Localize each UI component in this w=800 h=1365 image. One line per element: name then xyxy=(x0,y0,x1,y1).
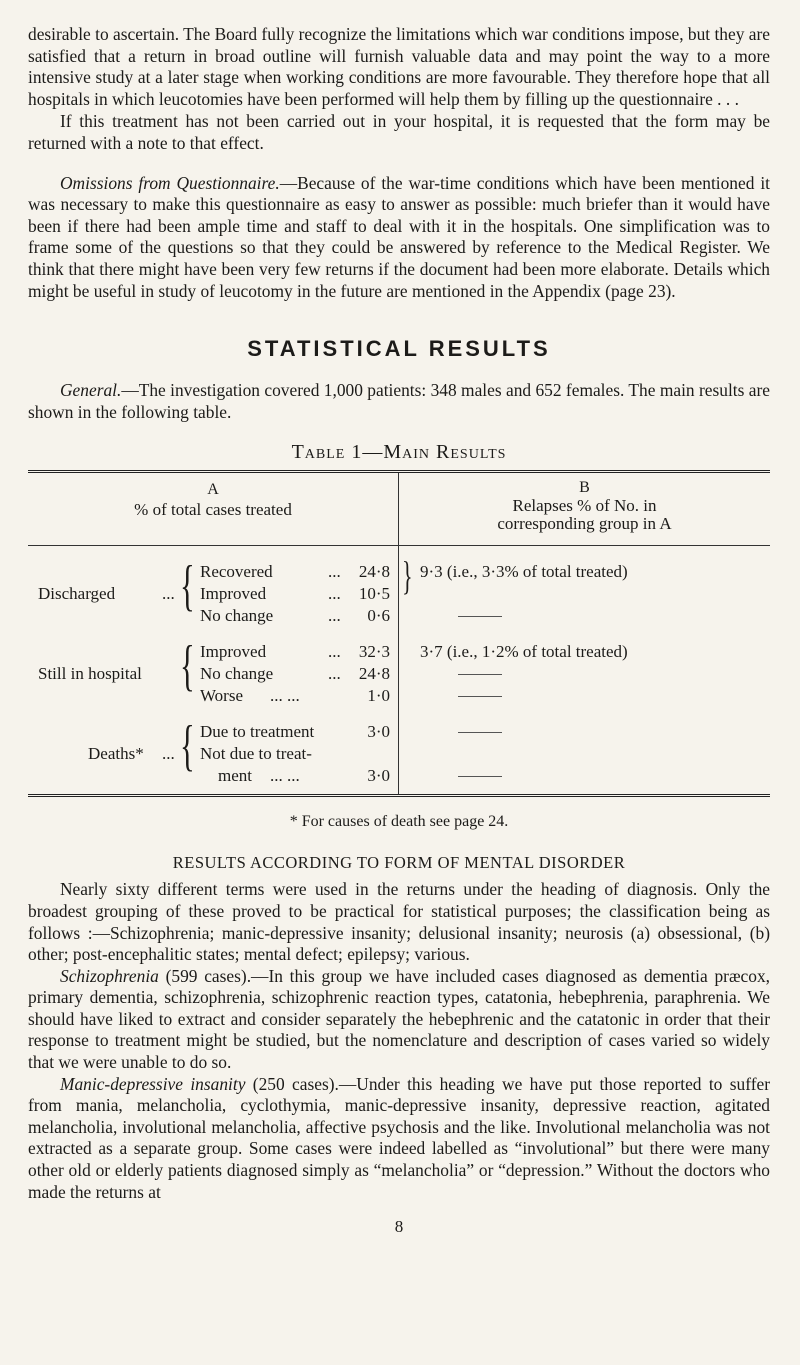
row-dots: ... ... xyxy=(270,766,300,786)
section-title: STATISTICAL RESULTS xyxy=(247,336,551,362)
row-label: Recovered xyxy=(200,562,273,582)
column-b-label-1: Relapses % of No. in xyxy=(512,496,657,516)
table-row xyxy=(200,744,400,764)
group-discharged xyxy=(28,553,770,628)
row-label: Improved xyxy=(200,584,267,604)
page-number: 8 xyxy=(394,1217,404,1237)
brace-icon: { xyxy=(180,555,195,618)
omissions-text: —Because of the war-time conditions which have been mentioned it was necessary to make this questionnaire as easy to answer as possible: much briefer than it would have been if there had been ample time and staff to deal with it in the hospitals. One simplification was to frame some of the questions so that they could be answered by reference to the Medical Register. We think that there might have been very few returns if the document had been more elaborate. Details which might be useful in study of leucotomy in the future are mentioned in the Appendix (page 23). xyxy=(28,172,770,301)
row-label: Worse xyxy=(200,686,244,706)
group-dots: ... xyxy=(162,744,175,764)
column-a-header xyxy=(28,473,398,545)
row-label: Not due to treat- xyxy=(200,744,312,764)
group-still-in-hospital xyxy=(28,635,770,708)
general-paragraph xyxy=(28,380,770,423)
table-row xyxy=(200,606,400,626)
dash-mark xyxy=(458,732,502,733)
table-header xyxy=(28,473,770,546)
row-dots: ... ... xyxy=(270,686,300,706)
dash-mark xyxy=(458,616,502,617)
table-title-prefix: Table 1 xyxy=(291,441,363,464)
table-row xyxy=(200,584,400,604)
row-dots: ... xyxy=(328,642,341,662)
table-title-rest: —Main Results xyxy=(362,441,507,464)
table-row xyxy=(200,766,400,786)
row-value: 3·0 xyxy=(367,722,390,742)
table-row xyxy=(200,664,400,684)
request-paragraph: If this treatment has not been carried out in your hospital, it is requested that the form may be returned with a note to that effect. xyxy=(28,111,770,153)
right-brace-icon: } xyxy=(402,553,413,599)
general-text: —The investigation covered 1,000 patients: 348 males and 652 females. The main results are shown in the following table. xyxy=(28,380,770,422)
main-results-table xyxy=(28,470,770,797)
diagnosis-paragraph: Nearly sixty different terms were used in the returns under the heading of diagnosis. Only the broadest grouping of these proved to be practical for statistical purposes; the classification being as follows :—Schizophrenia; manic-depressive insanity; delusional insanity; neurosis (a) obsessional, (b) other; post-encephalitic states; mental defect; epilepsy; various. xyxy=(28,879,770,965)
omissions-paragraph xyxy=(28,173,770,303)
table-row xyxy=(200,722,400,742)
column-b-label-2: corresponding group in A xyxy=(497,514,672,534)
general-heading: General. xyxy=(60,380,122,401)
row-label: Due to treatment xyxy=(200,722,315,742)
row-label: No change xyxy=(200,606,274,626)
column-a-label: % of total cases treated xyxy=(134,500,292,520)
subheading: RESULTS ACCORDING TO FORM OF MENTAL DISORDER xyxy=(172,853,626,873)
table-row xyxy=(200,686,400,706)
page xyxy=(28,24,770,1237)
manic-heading: Manic-depressive insanity xyxy=(60,1073,246,1094)
table-title xyxy=(28,441,770,464)
group-label: Still in hospital xyxy=(38,664,142,684)
row-label: No change xyxy=(200,664,274,684)
row-value: 24·8 xyxy=(358,562,390,582)
schizophrenia-text: (599 cases).—In this group we have included cases diagnosed as dementia præcox, primary dementia, schizophrenia, schizophrenic reaction types, catatonia, hebephrenia, paraphrenia. We should have liked to extract and consider separately the hebephrenic and the catatonic in order that their response to treatment might be studied, but the nomenclature and description of cases varied so widely that we were unable to do so. xyxy=(28,965,770,1073)
row-value: 0·6 xyxy=(367,606,390,626)
intro-paragraph: desirable to ascertain. The Board fully recognize the limitations which war conditions impose, but they are satisfied that a return in broad outline will furnish valuable data and may point the way to a more intensive study at a later stage when working conditions are more favourable. They therefore hope that all hospitals in which leucotomies have been performed will help them by filling up the questionnaire . . . xyxy=(28,24,770,109)
row-value: 1·0 xyxy=(367,686,390,706)
omissions-heading: Omissions from Questionnaire. xyxy=(60,172,280,193)
row-dots: ... xyxy=(328,584,341,604)
group-deaths xyxy=(28,715,770,788)
dash-mark xyxy=(458,776,502,777)
brace-icon: { xyxy=(180,635,195,698)
schizophrenia-paragraph xyxy=(28,966,770,1074)
table-row xyxy=(200,642,400,662)
relapse-note: 9·3 (i.e., 3·3% of total treated) xyxy=(420,562,628,582)
row-value: 3·0 xyxy=(367,766,390,786)
row-label: ment xyxy=(218,766,252,786)
group-label: Discharged xyxy=(38,584,116,604)
row-value: 10·5 xyxy=(358,584,390,604)
relapse-note: 3·7 (i.e., 1·2% of total treated) xyxy=(420,642,628,662)
dash-mark xyxy=(458,674,502,675)
table-footnote: * For causes of death see page 24. xyxy=(289,813,509,831)
row-dots: ... xyxy=(328,606,341,626)
group-dots: ... xyxy=(162,584,175,604)
column-a-letter: A xyxy=(207,481,219,499)
table-row xyxy=(200,562,400,582)
brace-icon: { xyxy=(180,715,195,778)
row-value: 24·8 xyxy=(358,664,390,684)
table-body xyxy=(28,546,770,794)
row-value: 32·3 xyxy=(358,642,390,662)
schizophrenia-heading: Schizophrenia xyxy=(60,965,159,986)
manic-paragraph xyxy=(28,1074,770,1204)
manic-text: (250 cases).—Under this heading we have put those reported to suffer from mania, melancholia, cyclothymia, manic-depressive insanity, depressive reaction, agitated melancholia, involutional melancholia, affective psychosis and the like. Involutional melancholia was not extracted as a separate group. Some cases were indeed labelled as “involutional” but there were many other old or elderly patients diagnosed simply as “melancholia” or “depression.” Without the doctors who made the returns at xyxy=(28,1073,770,1202)
column-b-header xyxy=(398,473,770,545)
column-b-letter: B xyxy=(579,479,590,497)
row-dots: ... xyxy=(328,664,341,684)
group-label: Deaths* xyxy=(88,744,144,764)
row-dots: ... xyxy=(328,562,341,582)
row-label: Improved xyxy=(200,642,267,662)
dash-mark xyxy=(458,696,502,697)
